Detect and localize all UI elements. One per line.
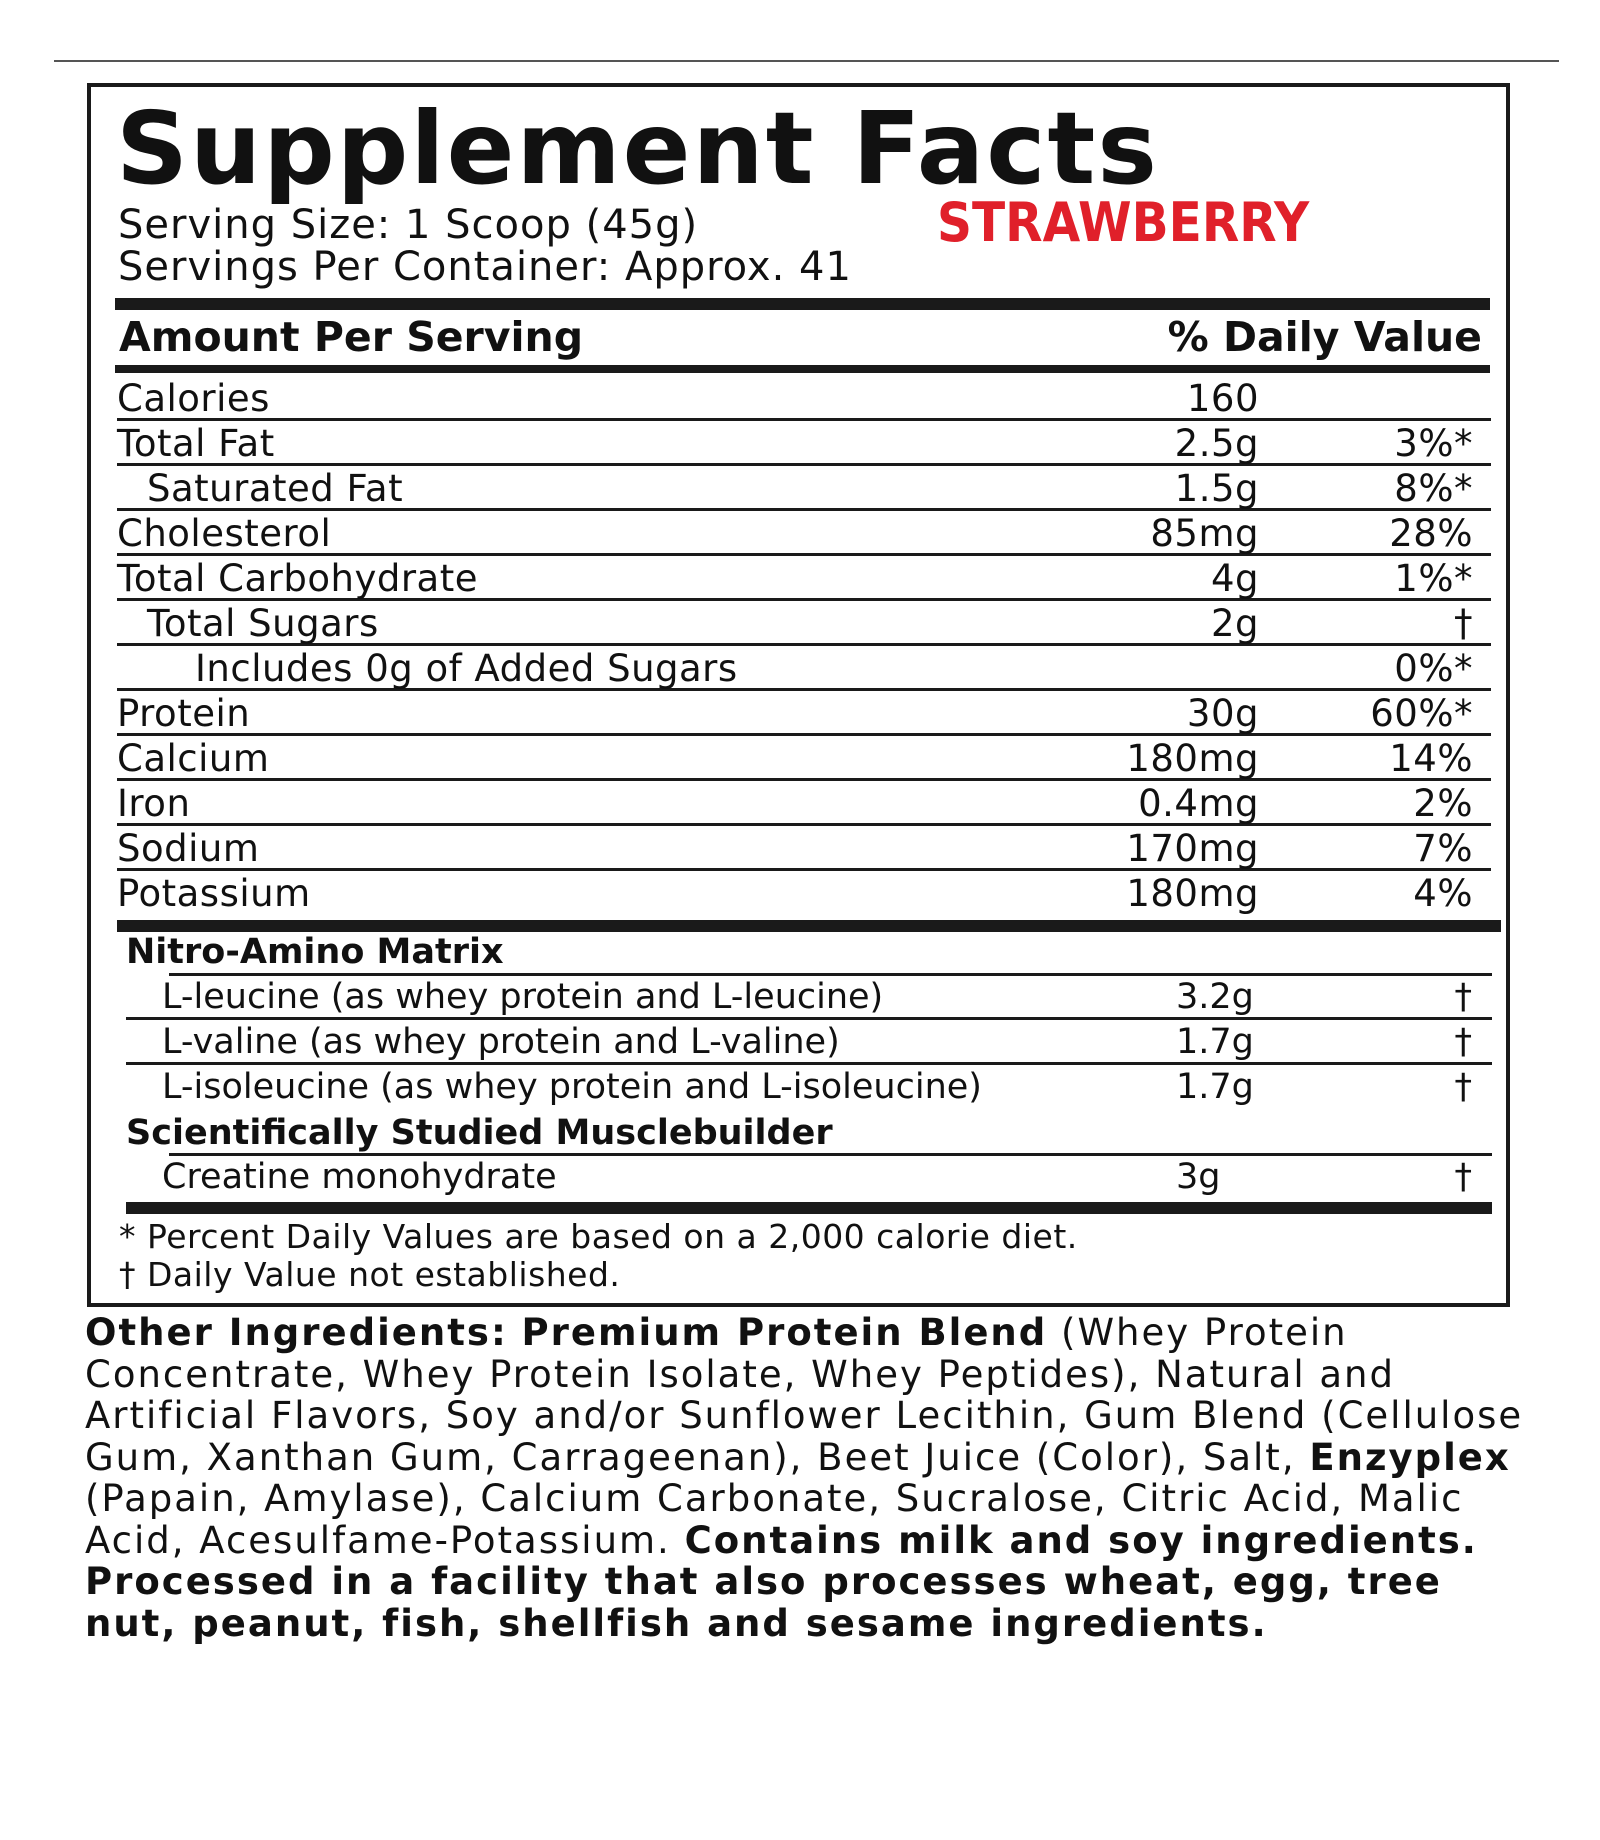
ingredient-row bbox=[126, 1155, 1492, 1200]
protein-blend-name: Premium Protein Blend bbox=[521, 1311, 1048, 1354]
nutrient-name: Saturated Fat bbox=[147, 467, 404, 510]
nutrient-name: Potassium bbox=[117, 872, 311, 915]
supplement-facts-panel bbox=[87, 83, 1510, 1307]
ingredient-row bbox=[126, 1065, 1492, 1110]
nutrient-amount: 4g bbox=[1210, 557, 1259, 600]
nutrient-amount: 30g bbox=[1186, 692, 1259, 735]
ingredient-daily-value: † bbox=[1454, 1067, 1472, 1107]
nutrient-row bbox=[117, 511, 1491, 556]
nutrient-daily-value: † bbox=[1454, 602, 1473, 645]
ingredient-name: L-leucine (as whey protein and L-leucine) bbox=[162, 977, 884, 1017]
thick-divider bbox=[126, 1202, 1492, 1214]
ingredients-text-2: (Papain, Amylase), Calcium Carbonate, Sucralose, Citric Acid, Malic Acid, Acesulfame-Potassium. bbox=[85, 1477, 1464, 1562]
nutrient-row bbox=[117, 781, 1491, 826]
nutrient-daily-value: 14% bbox=[1389, 737, 1473, 780]
allergen-statement: Contains milk and soy ingredients. Processed in a facility that also processes wheat, egg, tree nut, peanut, fish, shellfish and sesame ingredients. bbox=[85, 1518, 1478, 1645]
panel-title: Supplement Facts bbox=[116, 90, 1159, 207]
nutrient-name: Cholesterol bbox=[117, 512, 332, 555]
nutrient-row bbox=[117, 736, 1491, 781]
nutrient-name: Total Sugars bbox=[147, 602, 379, 645]
nutrient-amount: 170mg bbox=[1126, 827, 1259, 870]
medium-divider bbox=[115, 365, 1490, 373]
enzyplex-name: Enzyplex bbox=[1309, 1435, 1511, 1479]
ingredient-daily-value: † bbox=[1454, 977, 1472, 1017]
ingredient-row bbox=[126, 975, 1492, 1020]
ingredient-amount: 1.7g bbox=[1176, 1067, 1254, 1107]
nutrient-row bbox=[117, 421, 1491, 466]
ingredients-text-1: (Whey Protein Concentrate, Whey Protein Isolate, Whey Peptides), Natural and Artificial Flavors, Soy and/or Sunflower Lecithin, Gum Blend (Cellulose Gum, Xanthan Gum, Carrageenan), Beet Juice (Color), Salt, bbox=[85, 1311, 1524, 1479]
nutrient-row bbox=[117, 601, 1491, 646]
ingredient-amount: 3g bbox=[1176, 1157, 1221, 1197]
ingredient-amount: 1.7g bbox=[1176, 1022, 1254, 1062]
nutrient-name: Includes 0g of Added Sugars bbox=[195, 647, 738, 690]
nutrient-daily-value: 1%* bbox=[1394, 557, 1473, 600]
nutrient-amount: 85mg bbox=[1150, 512, 1259, 555]
nutrient-row bbox=[117, 691, 1491, 736]
nutrient-amount: 1.5g bbox=[1174, 467, 1259, 510]
nutrient-amount: 0.4mg bbox=[1138, 782, 1259, 825]
ingredient-row bbox=[126, 1020, 1492, 1065]
ingredient-name: L-valine (as whey protein and L-valine) bbox=[162, 1022, 840, 1062]
nutrient-name: Protein bbox=[117, 692, 251, 735]
nutrient-daily-value: 7% bbox=[1413, 827, 1473, 870]
ingredient-daily-value: † bbox=[1454, 1022, 1472, 1062]
nutrient-amount: 2g bbox=[1210, 602, 1259, 645]
servings-per-container: Servings Per Container: Approx. 41 bbox=[118, 244, 852, 290]
serving-size: Serving Size: 1 Scoop (45g) bbox=[118, 202, 699, 248]
nutrient-daily-value: 2% bbox=[1413, 782, 1473, 825]
nutrient-daily-value: 8%* bbox=[1394, 467, 1473, 510]
matrix-title: Nitro-Amino Matrix bbox=[126, 932, 504, 972]
nutrient-row bbox=[117, 556, 1491, 601]
nutrient-name: Total Fat bbox=[117, 422, 275, 465]
nutrient-daily-value: 28% bbox=[1389, 512, 1473, 555]
nutrient-row bbox=[117, 646, 1491, 691]
top-divider bbox=[54, 60, 1559, 62]
daily-value-header: % Daily Value bbox=[1167, 313, 1482, 361]
nutrient-row bbox=[117, 826, 1491, 871]
nutrient-daily-value: 4% bbox=[1413, 872, 1473, 915]
ingredient-amount: 3.2g bbox=[1176, 977, 1254, 1017]
footnote-dagger: † Daily Value not established. bbox=[119, 1255, 621, 1294]
ingredients-lead: Other Ingredients: bbox=[85, 1311, 508, 1354]
nutrient-amount: 180mg bbox=[1126, 872, 1259, 915]
footnote-percent: * Percent Daily Values are based on a 2,000 calorie diet. bbox=[119, 1217, 1078, 1256]
ingredients-block bbox=[85, 1312, 1525, 1644]
nutrient-name: Iron bbox=[117, 782, 191, 825]
nutrient-name: Sodium bbox=[117, 827, 260, 870]
nutrient-name: Calories bbox=[117, 377, 270, 420]
nutrient-amount: 160 bbox=[1186, 377, 1259, 420]
nutrient-daily-value: 0%* bbox=[1394, 647, 1473, 690]
ingredient-name: L-isoleucine (as whey protein and L-isoleucine) bbox=[162, 1067, 982, 1107]
amount-per-serving-header: Amount Per Serving bbox=[119, 313, 584, 361]
flavor-label: STRAWBERRY bbox=[937, 191, 1310, 254]
muscle-title: Scientifically Studied Musclebuilder bbox=[126, 1113, 833, 1153]
nutrient-daily-value: 3%* bbox=[1394, 422, 1473, 465]
nutrient-amount: 2.5g bbox=[1174, 422, 1259, 465]
ingredient-name: Creatine monohydrate bbox=[162, 1157, 557, 1197]
nutrient-name: Total Carbohydrate bbox=[117, 557, 479, 600]
nutrient-row bbox=[117, 466, 1491, 511]
nutrient-row bbox=[117, 871, 1491, 916]
thick-divider bbox=[115, 298, 1490, 310]
nutrient-daily-value: 60%* bbox=[1370, 692, 1473, 735]
nutrient-amount: 180mg bbox=[1126, 737, 1259, 780]
nutrient-name: Calcium bbox=[117, 737, 270, 780]
ingredient-daily-value: † bbox=[1454, 1157, 1472, 1197]
nutrient-row bbox=[117, 376, 1491, 421]
